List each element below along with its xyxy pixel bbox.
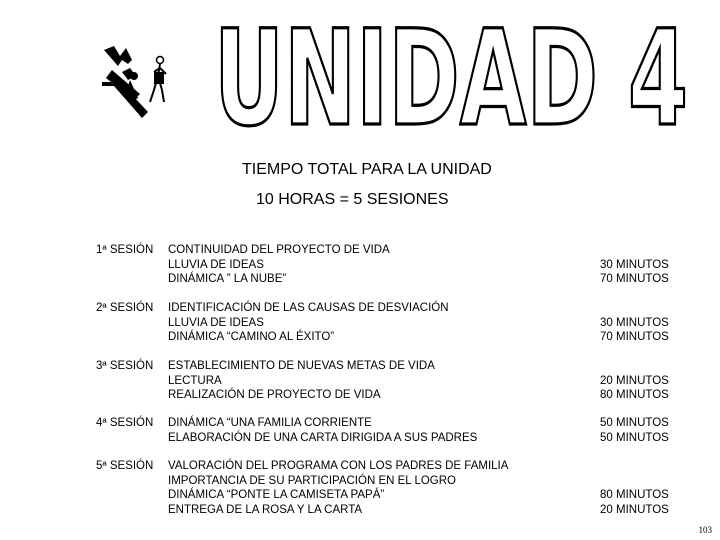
activity: LECTURA: [168, 374, 222, 387]
session-label: 2ª SESIÓN: [96, 302, 154, 314]
activity: DINÁMICA “UNA FAMILIA CORRIENTE: [168, 417, 372, 429]
activity-time: 30 MINUTOS: [600, 316, 669, 329]
activity-time: 50 MINUTOS: [600, 417, 669, 429]
activity: LLUVIA DE IDEAS: [168, 258, 264, 271]
svg-text:UNIDAD 4: UNIDAD 4: [214, 12, 688, 132]
activity-time: 80 MINUTOS: [600, 389, 669, 401]
activity-time: [600, 459, 669, 474]
activity-time: 20 MINUTOS: [600, 503, 669, 516]
unit-hours-summary: 10 HORAS = 5 SESIONES: [256, 191, 449, 208]
activity: REALIZACIÓN DE PROYECTO DE VIDA: [168, 389, 381, 401]
activity-time: [600, 359, 669, 374]
activity: DINÁMICA ” LA NUBE”: [168, 273, 287, 285]
session-label: 3ª SESIÓN: [96, 360, 154, 372]
unit-total-time-heading: TIEMPO TOTAL PARA LA UNIDAD: [242, 161, 492, 178]
activity-time: [600, 301, 669, 316]
activity-time: 50 MINUTOS: [600, 431, 669, 444]
activity: IMPORTANCIA DE SU PARTICIPACIÓN EN EL LOGRO: [168, 474, 456, 487]
activity: ESTABLECIMIENTO DE NUEVAS METAS DE VIDA: [168, 360, 435, 372]
activity: ENTREGA DE LA ROSA Y LA CARTA: [168, 503, 363, 516]
activity: LLUVIA DE IDEAS: [168, 316, 264, 329]
session-label: 5ª SESIÓN: [96, 460, 154, 472]
session-label: 1ª SESIÓN: [96, 244, 154, 256]
activity: VALORACIÓN DEL PROGRAMA CON LOS PADRES DE FAMILIA: [168, 460, 509, 472]
page-number: 103: [698, 525, 712, 535]
activity: ELABORACIÓN DE UNA CARTA DIRIGIDA A SUS PADRES: [168, 431, 478, 444]
session-label: 4ª SESIÓN: [96, 417, 154, 429]
activity: IDENTIFICACIÓN DE LAS CAUSAS DE DESVIACIÓN: [168, 302, 449, 314]
activity-time: 20 MINUTOS: [600, 374, 669, 387]
activity-time: 30 MINUTOS: [600, 258, 669, 271]
activity-time: [600, 474, 669, 489]
activity: CONTINUIDAD DEL PROYECTO DE VIDA: [168, 244, 390, 256]
people-with-ladder-icon: [100, 42, 180, 122]
activity-time: [600, 243, 669, 258]
activity-time: 80 MINUTOS: [600, 489, 669, 501]
activity-time: 70 MINUTOS: [600, 331, 669, 343]
page-title: [212, 12, 692, 132]
activity-time: 70 MINUTOS: [600, 273, 669, 285]
activity: DINÁMICA “PONTE LA CAMISETA PAPÁ”: [168, 489, 385, 501]
activity: DINÁMICA “CAMINO AL ÉXITO”: [168, 331, 335, 343]
